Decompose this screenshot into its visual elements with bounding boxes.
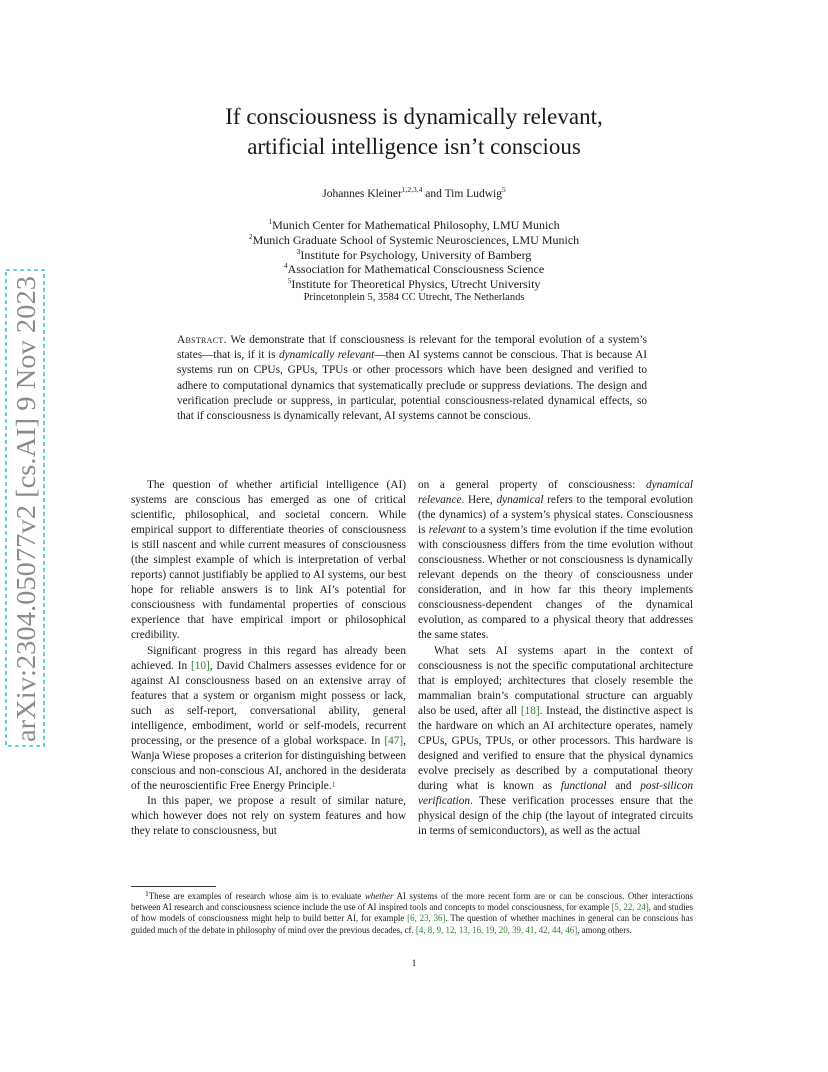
text-run: , among others. — [577, 924, 632, 935]
postal-address: Princetonplein 5, 3584 CC Utrecht, The Netherlands — [303, 291, 525, 303]
footnote — [131, 891, 693, 936]
paragraph — [418, 644, 693, 840]
text-run: . These verification processes ensure that the physical design of the chip (the layout of integrated circuits in terms of semiconductors), as well as the actual — [418, 794, 693, 838]
arxiv-identifier-stamp[interactable] — [4, 268, 46, 748]
text-run: refers to the temporal evolution (the dynamics) of a system’s physical states. Consciousness is — [418, 494, 693, 537]
page-number: 1 — [411, 959, 417, 969]
footnote-link[interactable]: 1 — [331, 779, 336, 789]
text-run: . Instead, the distinctive aspect is the hardware on which an AI architecture operates, namely CPUs, GPUs, TPUs, or other processors. This hardware is designed and verified to ensure that the physical dynamics evolve precisely as described by a computational theory during what is known as — [418, 704, 693, 792]
affiliation-text: Institute for Theoretical Physics, Utrecht University — [291, 277, 541, 292]
affiliations — [150, 218, 678, 304]
citation-link[interactable]: [47] — [384, 734, 404, 747]
citation-link[interactable]: [18] — [520, 704, 540, 717]
text-run: . Here, — [461, 494, 497, 507]
author-affiliation-mark: 5 — [501, 185, 506, 194]
affiliation-mark: 5 — [287, 276, 292, 286]
affiliation-text: Munich Center for Mathematical Philosophy, LMU Munich — [272, 218, 560, 232]
affiliation-line — [150, 277, 678, 292]
author-name: Tim Ludwig — [444, 188, 502, 200]
affiliation-mark: 4 — [283, 261, 288, 271]
text-run: , David Chalmers assesses evidence for or against AI consciousness based on an extensive array of features that a system or organism might possess or lack, such as self-report, conversational ability, general intelligence, embodiment, world or self-models, recurrent processing, or the presence of a global workspace. In — [131, 659, 406, 747]
abstract — [177, 333, 647, 424]
text-run: These are examples of research whose aim is to evaluate — [148, 891, 365, 901]
emphasis: dynamical — [496, 494, 544, 507]
author-connector: and — [422, 188, 445, 200]
title-line-2: artificial intelligence isn’t conscious — [247, 134, 581, 159]
text-run: Significant progress in this regard has already been achieved. In — [131, 644, 406, 672]
paper-title — [150, 102, 678, 162]
arxiv-id-text: arXiv:2304.05077v2 [cs.AI] 9 Nov 2023 — [11, 301, 41, 742]
affiliation-line — [150, 248, 678, 263]
emphasis: post-silicon verification — [418, 779, 693, 807]
title-line-1: If consciousness is dynamically relevant, — [225, 104, 603, 129]
text-run: on a general property of consciousness: — [418, 479, 646, 491]
affiliation-text: Association for Mathematical Consciousness Science — [287, 262, 545, 277]
affiliation-text: Institute for Psychology, University of Bamberg — [300, 247, 532, 262]
body-column-left — [131, 478, 406, 839]
abstract-text: We demonstrate that if consciousness is relevant for the temporal evolution of a system’s states—that is, if it is — [177, 334, 647, 362]
citation-link[interactable]: [5, 22, 24] — [611, 902, 649, 913]
affiliation-text: Munich Graduate School of Systemic Neurosciences, LMU Munich — [252, 232, 580, 247]
emphasis: dynamical relevance — [418, 479, 693, 507]
abstract-emphasis: dynamically relevant — [278, 349, 375, 362]
author-list — [150, 185, 678, 200]
text-run: to a system’s time evolution if the time evolution with consciousness differs from the time evolution without consciousness. Whether or not consciousness is dynamically relevant depends on the theory of consciousness under consideration, and in how far this theory implements consciousness-dependent changes of the dynamical evolution, as compared to a physical theory that addresses the same states. — [418, 524, 693, 642]
footnote-rule — [131, 886, 216, 887]
affiliation-mark: 3 — [296, 246, 301, 256]
text-run: What sets AI systems apart in the context of consciousness is not the specific computational architecture that is employed; architectures that closely resemble the mammalian brain’s computational structure can arguably also be used, after all — [418, 644, 693, 717]
emphasis: relevant — [428, 524, 466, 537]
body-column-right — [418, 478, 693, 839]
affiliation-line — [150, 262, 678, 277]
text-run: , Wanja Wiese proposes a criterion for distinguishing between conscious and non-conscious AI, anchored in the desiderata of the neuroscientific Free Energy Principle. — [131, 734, 406, 792]
footnote-mark: 1 — [145, 889, 149, 898]
abstract-heading: Abstract. — [177, 334, 227, 346]
text-run: AI systems of the more recent form are or can be conscious. Other interactions between AI research and consciousness science include the use of AI inspired tools and concepts to model consciousness, for example — [131, 891, 693, 913]
paragraph — [418, 478, 693, 644]
affiliation-mark: 1 — [268, 217, 273, 226]
text-run: , and studies of how models of consciousness might help to build better AI, for example — [131, 902, 693, 924]
abstract-text: —then AI systems cannot be conscious. That is because AI systems run on CPUs, GPUs, TPUs or other processors which have been designed and verified to adhere to computational dynamics that systematically preclude or suppress deviations. The design and verification preclude or suppress, in particular, potential consciousness-related dynamical effects, so that if consciousness is dynamically relevant, AI systems cannot be conscious. — [177, 349, 647, 423]
affiliation-line — [150, 218, 678, 233]
text-run: . The question of whether machines in general can be conscious has guided much of the debate in philosophy of mind over the previous decades, cf. — [131, 913, 693, 935]
emphasis: functional — [560, 779, 607, 792]
emphasis: whether — [364, 891, 394, 901]
author-affiliation-mark: 1,2,3,4 — [401, 185, 423, 194]
citation-link[interactable]: [4, 8, 9, 12, 13, 16, 19, 20, 39, 41, 42, 44, 46] — [415, 924, 578, 935]
author-name: Johannes Kleiner — [322, 188, 402, 200]
citation-link[interactable]: [6, 23, 36] — [407, 913, 446, 924]
paragraph — [131, 644, 406, 794]
paragraph: In this paper, we propose a result of similar nature, which however does not rely on system features and how they relate to consciousness, but — [131, 794, 406, 838]
citation-link[interactable]: [10] — [190, 659, 210, 672]
affiliation-line — [150, 233, 678, 248]
text-run: and — [606, 779, 641, 792]
paragraph: The question of whether artificial intelligence (AI) systems are conscious has emerged as one of critical scientific, philosophical, and societal concern. While empirical support to differentiate theories of consciousness is still nascent and while current measures of consciousness (the simplest example of which is interpretation of verbal reports) cannot justifiably be applied to AI systems, our best hope for reliable answers is to link AI’s potential for consciousness with fundamental properties of conscious experience that have empirical import or philosophical credibility. — [131, 479, 406, 642]
affiliation-mark: 2 — [248, 231, 253, 241]
